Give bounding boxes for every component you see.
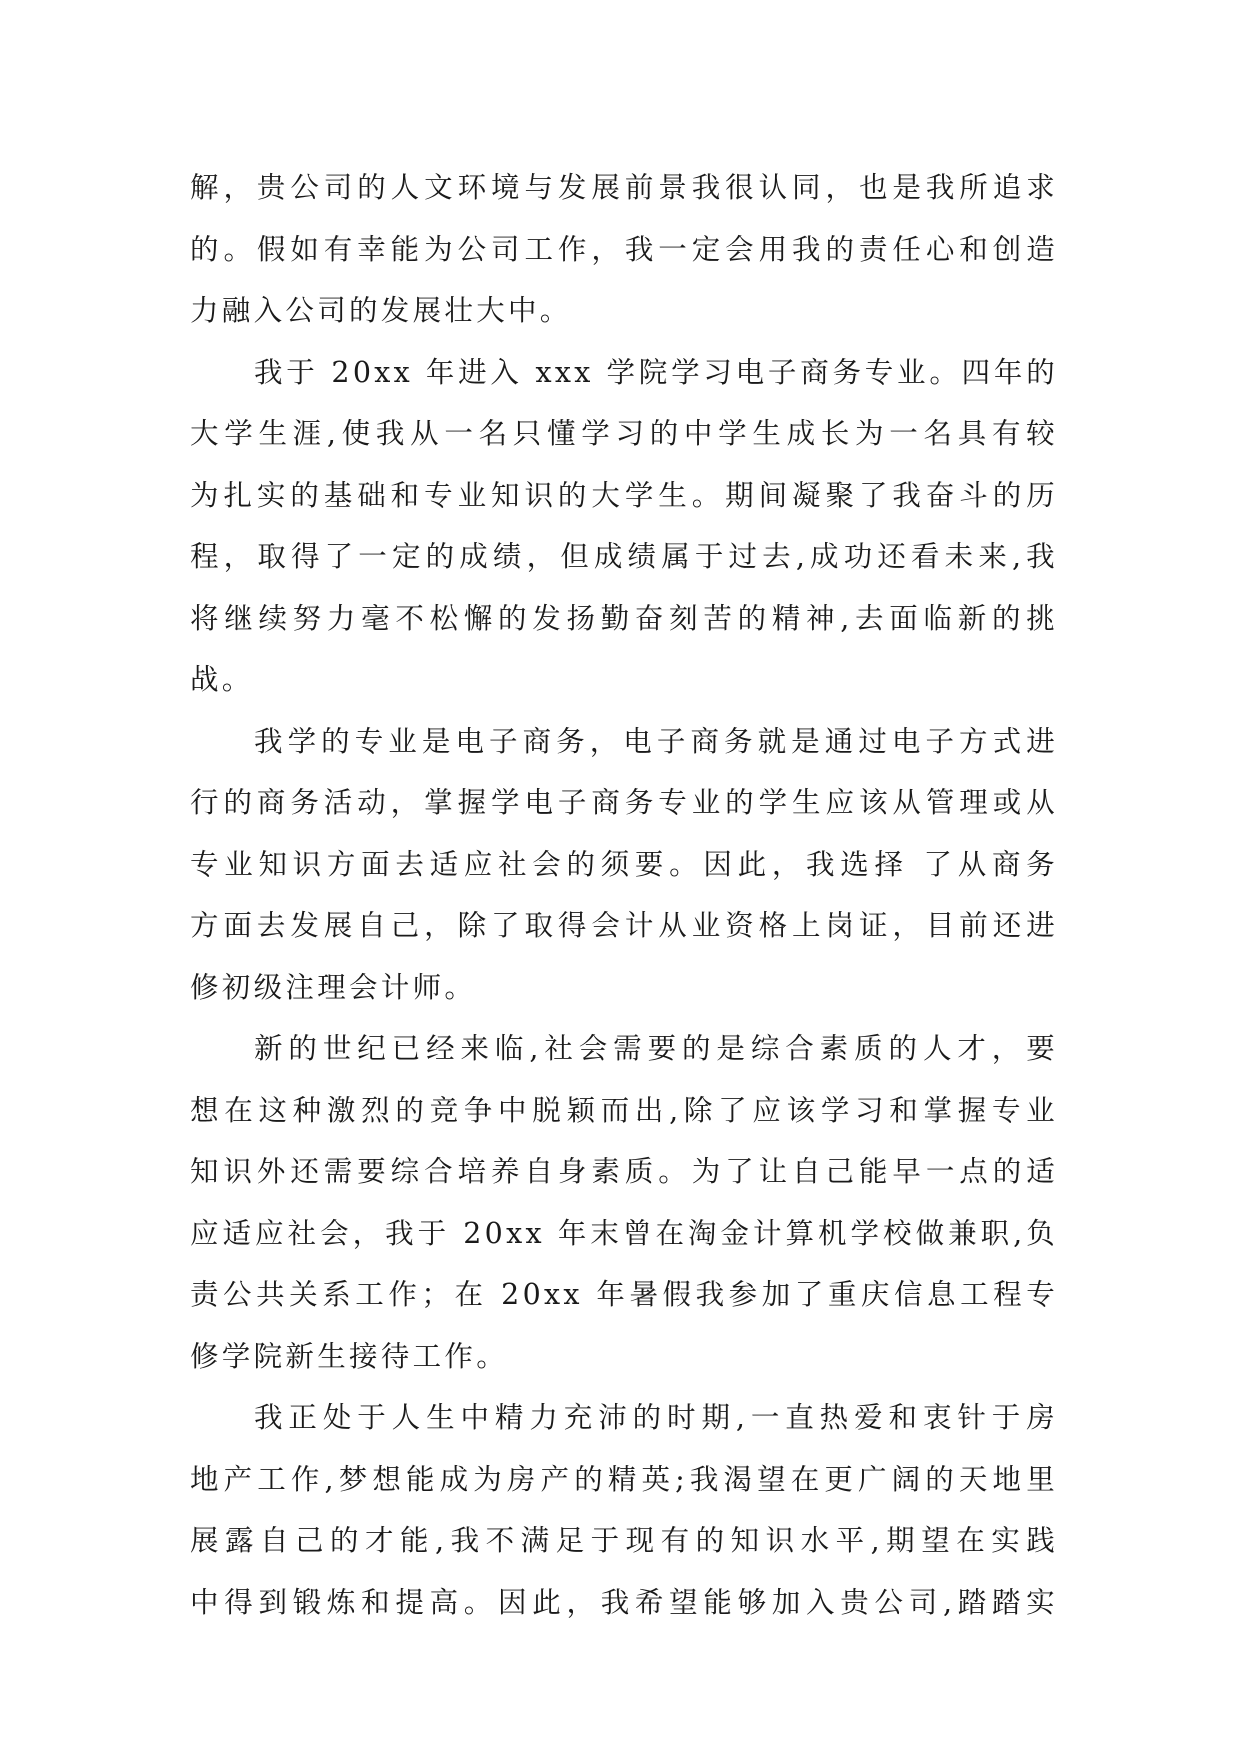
text-line: 应适应社会，我于 20xx 年末曾在淘金计算机学校做兼职,负 bbox=[190, 1216, 1058, 1250]
text-line: 为扎实的基础和专业知识的大学生。期间凝聚了我奋斗的历 bbox=[190, 478, 1058, 512]
text-line: 地产工作,梦想能成为房产的精英;我渴望在更广阔的天地里 bbox=[190, 1462, 1058, 1496]
text-line: 方面去发展自己，除了取得会计从业资格上岗证，目前还进 bbox=[190, 909, 1058, 942]
text-line: 解，贵公司的人文环境与发展前景我很认同，也是我所追求 bbox=[190, 171, 1058, 204]
text-line: 我正处于人生中精力充沛的时期,一直热爱和衷针于房 bbox=[254, 1401, 1058, 1434]
text-line: 想在这种激烈的竞争中脱颖而出,除了应该学习和掌握专业 bbox=[190, 1093, 1058, 1127]
text-line: 知识外还需要综合培养自身素质。为了让自己能早一点的适 bbox=[190, 1155, 1058, 1188]
document-body bbox=[190, 157, 1058, 1633]
text-line: 程，取得了一定的成绩，但成绩属于过去,成功还看未来,我 bbox=[190, 540, 1058, 573]
paragraph-5 bbox=[190, 1387, 1058, 1633]
text-line: 修初级注理会计师。 bbox=[190, 970, 477, 1004]
text-line: 展露自己的才能,我不满足于现有的知识水平,期望在实践 bbox=[190, 1524, 1058, 1557]
text-line: 我于 20xx 年进入 xxx 学院学习电子商务专业。四年的 bbox=[254, 355, 1058, 389]
paragraph-2 bbox=[190, 342, 1058, 711]
text-line: 将继续努力毫不松懈的发扬勤奋刻苦的精神,去面临新的挑 bbox=[190, 601, 1058, 635]
text-line: 专业知识方面去适应社会的须要。因此，我选择 了从商务 bbox=[190, 847, 1058, 881]
text-line: 修学院新生接待工作。 bbox=[190, 1339, 509, 1373]
text-line: 新的世纪已经来临,社会需要的是综合素质的人才，要 bbox=[254, 1032, 1058, 1065]
text-line: 责公共关系工作；在 20xx 年暑假我参加了重庆信息工程专 bbox=[190, 1278, 1058, 1311]
text-line: 战。 bbox=[190, 663, 254, 696]
text-line: 我学的专业是电子商务，电子商务就是通过电子方式进 bbox=[254, 724, 1058, 758]
text-line: 力融入公司的发展壮大中。 bbox=[190, 294, 572, 327]
text-line: 行的商务活动，掌握学电子商务专业的学生应该从管理或从 bbox=[190, 786, 1058, 819]
paragraph-3 bbox=[190, 711, 1058, 1019]
text-line: 中得到锻炼和提高。因此，我希望能够加入贵公司,踏踏实 bbox=[190, 1585, 1058, 1619]
paragraph-4 bbox=[190, 1018, 1058, 1387]
text-line: 的。假如有幸能为公司工作，我一定会用我的责任心和创造 bbox=[190, 232, 1058, 266]
paragraph-1 bbox=[190, 157, 1058, 342]
text-line: 大学生涯,使我从一名只懂学习的中学生成长为一名具有较 bbox=[190, 417, 1058, 450]
